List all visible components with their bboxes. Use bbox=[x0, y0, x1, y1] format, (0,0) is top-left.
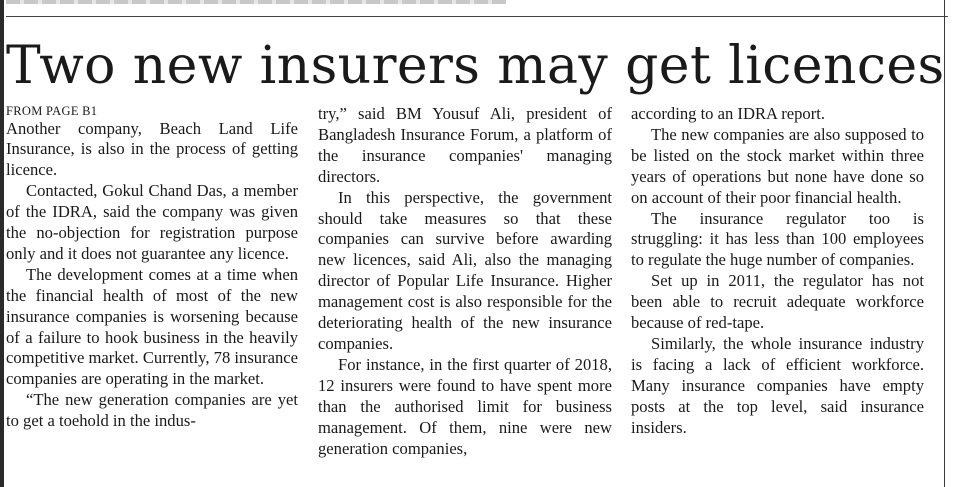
paragraph-3: The development comes at a time when the financial health of most of the new insurance companies is worsening because of a failure to hook business in the heavily competitive market. Currently, 78 insurance companies are operating in the market. bbox=[6, 264, 298, 389]
paragraph-10: Similarly, the whole insurance industry is facing a lack of efficient workforce. Many insurance companies have empty posts at the top level, said insurance insiders. bbox=[631, 333, 924, 437]
article-headline: Two new insurers may get licences bbox=[6, 36, 945, 96]
paragraph-9: Set up in 2011, the regulator has not been able to recruit adequate workforce because of red-tape. bbox=[631, 271, 924, 333]
paragraph-1: Another company, Beach Land Life Insurance, is also in the process of getting licence. bbox=[6, 118, 298, 180]
paragraph-6-end: according to an IDRA report. bbox=[631, 104, 825, 123]
article-column-2 bbox=[318, 104, 612, 459]
article-column-1 bbox=[6, 104, 298, 432]
paragraph-2: Contacted, Gokul Chand Das, a member of the IDRA, said the company was given the no-objection for registration purpose only and it does not guarantee any licence. bbox=[6, 181, 298, 263]
jump-line: FROM PAGE B1 bbox=[6, 104, 98, 118]
cropped-header-text bbox=[6, 0, 506, 4]
paragraph-8: The insurance regulator too is struggling: it has less than 100 employees to regulate the huge number of companies. bbox=[631, 208, 924, 270]
top-divider-rule bbox=[6, 16, 948, 17]
paragraph-5: In this perspective, the government should take measures so that these companies can survive before awarding new licences, said Ali, also the managing director of Popular Life Insurance. Higher management cost is also responsible for the deteriorating health of the new insurance companies. bbox=[318, 187, 612, 353]
article-column-3 bbox=[631, 104, 924, 439]
page-edge-shadow bbox=[0, 0, 4, 487]
paragraph-4-start: “The new generation companies are yet to get a toehold in the indus- bbox=[6, 390, 298, 431]
paragraph-6-start: For instance, in the first quarter of 2018, 12 insurers were found to have spent more than the authorised limit for business management. Of them, nine were new generation companies, bbox=[318, 354, 612, 458]
paragraph-7: The new companies are also supposed to be listed on the stock market within three years of operations but none have done so on account of their poor financial health. bbox=[631, 124, 924, 207]
paragraph-4-end: try,” said BM Yousuf Ali, president of Bangladesh Insurance Forum, a platform of the insurance companies' managing directors. bbox=[318, 104, 612, 186]
